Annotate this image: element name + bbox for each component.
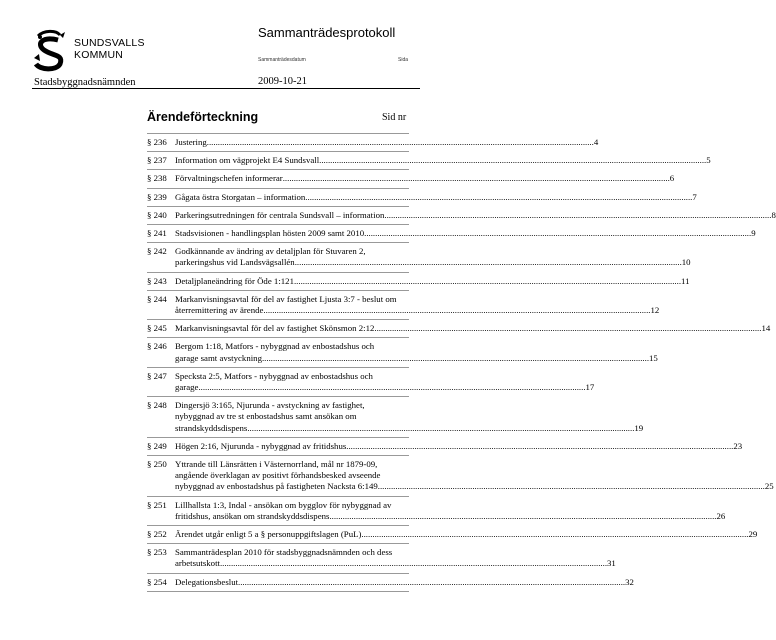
toc-item-line: nybyggnad av tre st enbostadshus samt ansökan om	[175, 411, 357, 422]
toc-item-page: 23	[733, 440, 743, 451]
toc-item-line: fritidshus, ansökan om strandskyddsdispens	[175, 510, 330, 521]
toc-item-page: 5	[706, 155, 711, 166]
dot-leader	[263, 305, 650, 316]
dot-leader	[364, 228, 751, 239]
toc-row	[147, 151, 711, 169]
toc-item-line: Markanvisningsavtal för del av fastighet Skönsmon 2:12	[175, 323, 375, 334]
toc-item-line: Lillhallsta 1:3, Indal - ansökan om bygglov för nybyggnad av	[175, 499, 392, 510]
toc-item-page: 9	[751, 228, 756, 239]
dot-leader	[238, 577, 625, 588]
toc-row	[147, 206, 776, 224]
toc-item-line: nybyggnad av enbostadshus på fastigheten Nacksta 6:149	[175, 481, 378, 492]
toc-item-line: Bergom 1:18, Matfors - nybyggnad av enbostadshus och	[175, 341, 375, 352]
toc-row	[147, 290, 660, 319]
toc-item-number: § 251	[147, 499, 167, 510]
toc-item-title	[175, 577, 634, 588]
toc-row	[147, 224, 756, 242]
toc-item-line: Specksta 2:5, Matfors - nybyggnad av enbostadshus och	[175, 370, 373, 381]
toc-item-line: återremittering av ärende	[175, 305, 264, 316]
toc-item-page: 7	[692, 191, 697, 202]
toc-item-line: Delegationsbeslut	[175, 576, 239, 587]
toc-item-title	[175, 500, 725, 522]
toc-item-title	[175, 228, 756, 239]
toc-item-line: Högen 2:16, Njurunda - nybyggnad av fritidshus	[175, 440, 347, 451]
toc-item-number: § 242	[147, 246, 167, 257]
toc-item-page: 6	[669, 173, 675, 184]
toc-row	[147, 133, 599, 151]
toc-item-title	[175, 192, 697, 203]
toc-item-number: § 250	[147, 459, 167, 470]
date-label: Sammanträdesdatum	[258, 57, 306, 63]
table-of-contents	[147, 133, 776, 592]
toc-item-page: 4	[593, 137, 599, 147]
toc-item-page: 31	[607, 558, 616, 569]
toc-row	[147, 319, 771, 337]
dot-leader	[305, 192, 692, 203]
toc-item-title	[175, 371, 594, 393]
toc-item-number: § 238	[147, 173, 167, 184]
toc-row	[147, 337, 658, 366]
meeting-date: 2009-10-21	[258, 76, 307, 87]
dot-leader	[319, 155, 706, 166]
toc-row	[147, 543, 616, 572]
toc-row	[147, 272, 690, 290]
toc-item-title	[175, 276, 690, 287]
toc-item-number: § 244	[147, 293, 167, 304]
dot-leader	[198, 382, 585, 393]
dot-leader	[378, 481, 765, 492]
toc-item-page: 12	[650, 305, 660, 316]
toc-item-page: 29	[748, 529, 758, 540]
toc-item-line: angående överklagan av positivt förhandsbesked avseende	[175, 470, 381, 481]
toc-item-title	[175, 294, 659, 316]
toc-item-line: Justering	[175, 137, 207, 147]
dot-leader	[374, 323, 761, 334]
toc-item-line: Gågata östra Storgatan – information	[175, 191, 306, 202]
sundsvall-logo	[30, 28, 70, 72]
toc-item-page: 14	[761, 323, 771, 334]
toc-item-number: § 246	[147, 341, 167, 352]
toc-item-title	[175, 173, 674, 184]
toc-item-number: § 243	[147, 275, 167, 286]
toc-item-number: § 247	[147, 370, 167, 381]
toc-item-title	[175, 459, 774, 493]
toc-item-title	[175, 210, 776, 221]
toc-item-page: 19	[634, 422, 644, 433]
toc-item-page: 26	[716, 510, 726, 521]
toc-item-title	[175, 155, 711, 166]
dot-leader	[294, 276, 681, 287]
department-name: Stadsbyggnadsnämnden	[34, 77, 136, 88]
toc-item-number: § 253	[147, 547, 167, 558]
dot-leader	[220, 558, 607, 569]
toc-row	[147, 573, 634, 592]
toc-item-title	[175, 341, 658, 363]
toc-item-number: § 252	[147, 529, 167, 540]
toc-item-page: 15	[649, 352, 658, 363]
toc-item-title	[175, 441, 742, 452]
toc-item-page: 8	[771, 209, 776, 220]
index-title: Ärendeförteckning	[147, 110, 259, 124]
dot-leader	[283, 173, 670, 184]
organization-name: SUNDSVALLS KOMMUN	[74, 37, 145, 61]
toc-row	[147, 169, 675, 187]
toc-item-line: Markanvisningsavtal för del av fastighet Ljusta 3:7 - beslut om	[175, 293, 397, 304]
toc-item-number: § 248	[147, 400, 167, 411]
dot-leader	[247, 423, 634, 434]
page-label: Sida	[398, 57, 409, 63]
dot-leader	[346, 441, 733, 452]
toc-row	[147, 367, 595, 396]
toc-row	[147, 455, 774, 496]
dot-leader	[361, 529, 748, 540]
toc-item-title	[175, 547, 616, 569]
toc-item-line: Stadsvisionen - handlingsplan hösten 2009 samt 2010	[175, 228, 365, 239]
toc-item-title	[175, 137, 598, 148]
toc-row	[147, 188, 697, 206]
toc-item-line: Dingersjö 3:165, Njurunda - avstyckning av fastighet,	[175, 400, 365, 411]
toc-row	[147, 496, 726, 525]
dot-leader	[295, 257, 682, 268]
toc-item-title	[175, 323, 770, 334]
toc-row	[147, 437, 743, 455]
toc-item-line: garage samt avstyckning	[175, 352, 262, 363]
toc-item-line: garage	[175, 382, 199, 393]
toc-item-number: § 249	[147, 440, 167, 451]
toc-item-line: Parkeringsutredningen för centrala Sundsvall – information	[175, 209, 385, 220]
toc-item-number: § 254	[147, 576, 167, 587]
toc-item-number: § 245	[147, 323, 167, 334]
toc-item-line: Förvaltningschefen informerar	[175, 173, 283, 184]
toc-item-number: § 237	[147, 155, 167, 166]
toc-item-line: Sammanträdesplan 2010 för stadsbyggnadsnämnden och dess	[175, 547, 393, 558]
toc-item-page: 32	[625, 576, 634, 587]
page-column-label: Sid nr	[382, 112, 407, 123]
toc-item-line: arbetsutskott	[175, 558, 220, 569]
toc-row	[147, 525, 758, 543]
dot-leader	[262, 353, 649, 364]
toc-item-line: parkeringshus vid Landsvägsallén	[175, 257, 295, 268]
toc-item-page: 25	[764, 481, 774, 492]
toc-item-page: 17	[585, 382, 595, 393]
toc-item-line: Ärendet utgår enligt 5 a § personuppgiftslagen (PuL)	[175, 529, 362, 540]
toc-item-page: 11	[681, 275, 690, 286]
document-title: Sammanträdesprotokoll	[258, 25, 396, 40]
toc-item-line: Detaljplaneändring för Öde 1:121	[175, 275, 294, 286]
toc-item-number: § 239	[147, 191, 167, 202]
dot-leader	[384, 210, 771, 221]
toc-row	[147, 396, 644, 437]
toc-item-line: Godkännande av ändring av detaljplan för Stuvaren 2,	[175, 246, 366, 257]
toc-item-title	[175, 246, 691, 268]
toc-item-line: strandskyddsdispens	[175, 422, 248, 433]
toc-item-title	[175, 529, 757, 540]
toc-item-line: Information om vägprojekt E4 Sundsvall	[175, 155, 320, 166]
toc-row	[147, 242, 691, 271]
toc-item-number: § 241	[147, 228, 167, 239]
dot-leader	[207, 137, 594, 148]
toc-item-number: § 240	[147, 209, 167, 220]
dot-leader	[329, 511, 716, 522]
toc-item-page: 10	[681, 257, 691, 268]
toc-item-number: § 236	[147, 137, 167, 147]
toc-item-line: Yttrande till Länsrätten i Västernorrland, mål nr 1879-09,	[175, 459, 378, 470]
header-divider	[32, 88, 420, 89]
toc-item-title	[175, 400, 643, 434]
